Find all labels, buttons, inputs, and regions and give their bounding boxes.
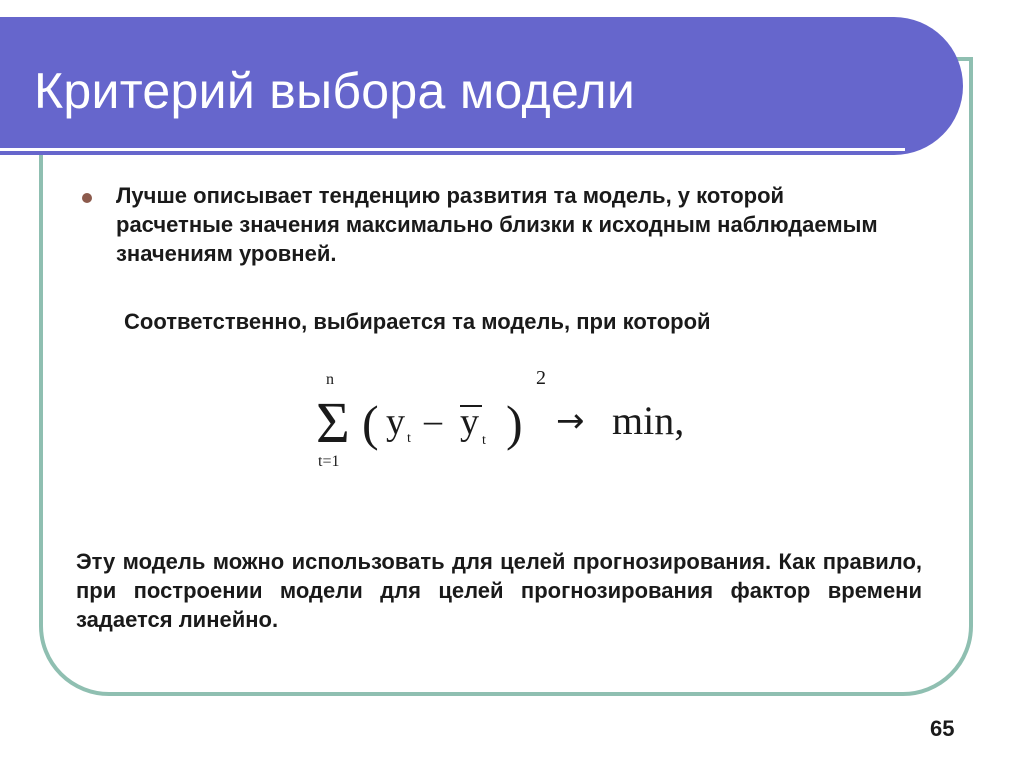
bullet-paragraph: Лучше описывает тенденцию развития та модель, у которой расчетные значения максимально близки к исходным наблюдаемым значениям уровней.	[116, 183, 878, 266]
formula-arrow: →	[556, 401, 585, 441]
lead-in-sentence: Соответственно, выбирается та модель, при которой	[124, 309, 711, 334]
title-divider	[0, 148, 905, 151]
slide-title: Критерий выбора модели	[34, 63, 636, 119]
formula-exponent: 2	[536, 367, 546, 389]
formula-sum-upper: n	[326, 371, 334, 388]
formula-y-hat-subscript: t	[482, 433, 486, 448]
formula-y: y	[386, 401, 405, 443]
formula-result: min,	[612, 398, 685, 443]
formula-sigma: Σ	[316, 390, 350, 455]
conclusion-paragraph: Эту модель можно использовать для целей прогнозирования. Как правило, при построении модели для целей прогнозирования фактор времени задается линейно.	[76, 549, 922, 632]
formula-close-paren: )	[506, 395, 523, 451]
title-bar	[0, 17, 963, 155]
formula-sum-lower: t=1	[318, 453, 340, 470]
formula-minus: –	[424, 400, 442, 440]
bullet-icon	[82, 193, 92, 203]
formula-open-paren: (	[362, 395, 379, 451]
formula	[312, 362, 732, 482]
formula-y-subscript: t	[407, 431, 411, 446]
formula-y-hat: y	[460, 401, 479, 443]
page-number: 65	[930, 716, 955, 741]
